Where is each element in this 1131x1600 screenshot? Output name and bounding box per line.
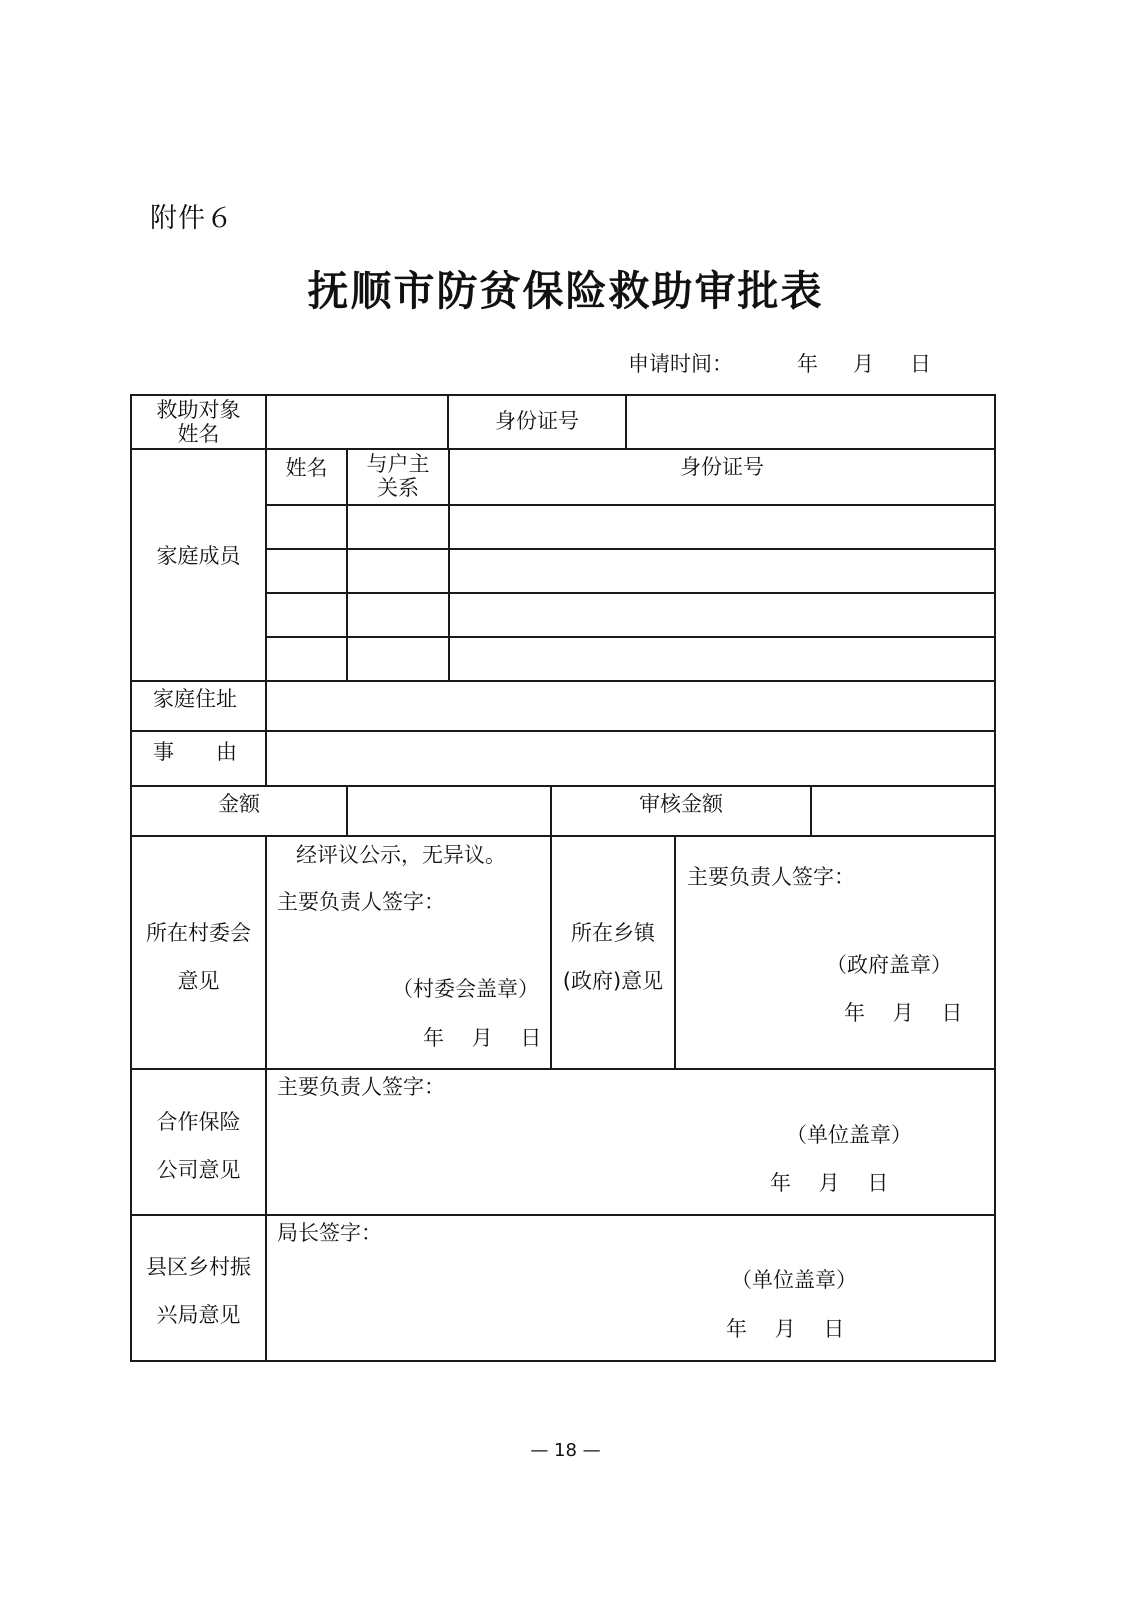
family-member-id-field[interactable] (450, 638, 994, 680)
amount-field[interactable] (348, 787, 550, 835)
bureau-opinion-label: 县区乡村振 兴局意见 (146, 1255, 251, 1327)
bureau-date: 年 月 日 (726, 1317, 845, 1341)
village-signature-label: 主要负责人签字： (277, 890, 445, 914)
township-signature-label: 主要负责人签字： (687, 865, 855, 889)
applicant-name-label: 救助对象 姓名 (156, 398, 241, 447)
approved-amount-field[interactable] (812, 787, 994, 835)
family-header-id-number: 身份证号 (680, 455, 764, 479)
family-member-relation-field[interactable] (348, 594, 448, 636)
page-title: 抚顺市防贫保险救助审批表 (307, 267, 824, 315)
insurer-signature-label: 主要负责人签字： (277, 1075, 445, 1099)
amount-label: 金额 (218, 792, 260, 816)
village-opinion-label: 所在村委会 意见 (146, 921, 251, 993)
township-date: 年 月 日 (844, 1001, 963, 1025)
family-member-relation-field[interactable] (348, 550, 448, 592)
family-member-relation-field[interactable] (348, 638, 448, 680)
family-member-relation-field[interactable] (348, 506, 448, 548)
address-field[interactable] (267, 682, 994, 730)
approved-amount-label: 审核金额 (639, 792, 723, 816)
id-number-label: 身份证号 (495, 409, 579, 433)
family-member-name-field[interactable] (267, 550, 346, 592)
insurer-date: 年 月 日 (770, 1171, 889, 1195)
family-member-id-field[interactable] (450, 550, 994, 592)
address-label: 家庭住址 (153, 687, 237, 711)
insurer-opinion-label: 合作保险 公司意见 (156, 1110, 241, 1182)
attachment-label: 附件６ (150, 203, 234, 234)
village-seal-label: （村委会盖章） (392, 977, 539, 1001)
village-date: 年 月 日 (423, 1026, 542, 1050)
family-header-relation: 与户主 关系 (366, 452, 430, 501)
apply-date-day: 日 (910, 352, 931, 376)
township-opinion-label: 所在乡镇 (政府)意见 (562, 921, 664, 993)
page-number: — 18 — (530, 1440, 601, 1461)
family-member-name-field[interactable] (267, 506, 346, 548)
apply-date-year: 年 (797, 352, 818, 376)
township-seal-label: （政府盖章） (826, 953, 952, 977)
bureau-seal-label: （单位盖章） (731, 1268, 857, 1292)
family-members-label: 家庭成员 (156, 544, 241, 568)
family-member-id-field[interactable] (450, 594, 994, 636)
family-member-id-field[interactable] (450, 506, 994, 548)
village-statement: 经评议公示，无异议。 (296, 843, 506, 867)
family-member-name-field[interactable] (267, 638, 346, 680)
family-header-name: 姓名 (285, 456, 328, 480)
insurer-seal-label: （单位盖章） (786, 1123, 912, 1147)
reason-field[interactable] (267, 732, 994, 785)
reason-label: 事 由 (153, 740, 237, 764)
bureau-signature-label: 局长签字： (277, 1221, 382, 1245)
id-number-field[interactable] (627, 396, 994, 448)
applicant-name-field[interactable] (267, 396, 447, 448)
apply-date-label: 申请时间： (628, 352, 733, 376)
family-member-name-field[interactable] (267, 594, 346, 636)
apply-date-month: 月 (853, 352, 874, 376)
